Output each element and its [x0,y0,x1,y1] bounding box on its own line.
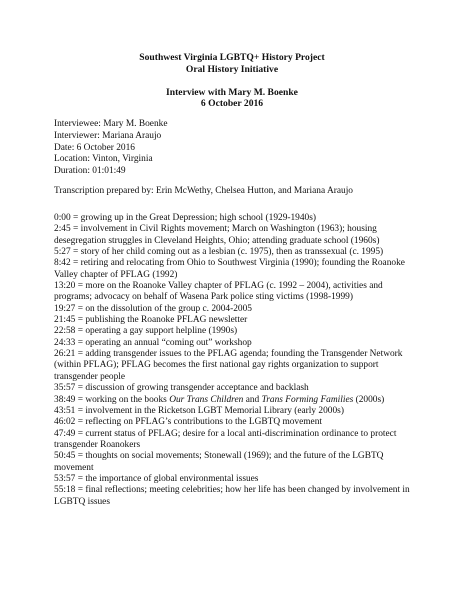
index-entry: 8:42 = retiring and relocating from Ohio to Southwest Virginia (1990); founding the Roanoke Valley chapter of PFLAG (1992) [54,258,405,280]
index-entry [54,395,414,406]
index-entry: 13:20 = more on the Roanoke Valley chapter of PFLAG (c. 1992 – 2004), activities and programs; advocacy on behalf of Wasena Park police sting victims (1998-1999) [54,281,383,303]
index-entry: 50:45 = thoughts on social movements; Stonewall (1969); and the future of the LGBTQ movement [54,451,384,473]
location-line: Location: Vinton, Virginia [54,154,153,165]
index-entry: 24:33 = operating an annual “coming out” workshop [54,337,252,348]
date-line: Date: 6 October 2016 [54,142,135,153]
interview-date: 6 October 2016 [200,98,264,109]
index-entry: 26:21 = adding transgender issues to the PFLAG agenda; founding the Transgender Network (within PFLAG); PFLAG becomes the first national gay rights organization to support transgender people [54,349,403,382]
entry-text: (2000s) [353,394,385,405]
document-header [0,52,464,110]
index-entry: 35:57 = discussion of growing transgender acceptance and backlash [54,383,309,394]
index-entry: 53:57 = the importance of global environmental issues [54,473,259,484]
index-entry: 5:27 = story of her child coming out as a lesbian (c. 1975), then as transsexual (c. 1995) [54,247,384,258]
duration-line: Duration: 01:01:49 [54,166,126,177]
index-entry: 43:51 = involvement in the Ricketson LGBT Memorial Library (early 2000s) [54,405,344,416]
index-entry: 19:27 = on the dissolution of the group c. 2004-2005 [54,303,252,314]
index-entry: 2:45 = involvement in Civil Rights movement; March on Washington (1963); housing desegregation struggles in Cleveland Heights, Ohio; attending graduate school (1960s) [54,224,380,246]
entry-text: 38:49 = working on the books [54,394,170,405]
index-entry: 46:02 = reflecting on PFLAG’s contributions to the LGBTQ movement [54,417,323,428]
timestamp-index [54,213,414,508]
index-entry: 22:58 = operating a gay support helpline (1990s) [54,326,238,337]
interview-title: Interview with Mary M. Boenke [166,86,298,98]
interviewee-line: Interviewee: Mary M. Boenke [54,119,168,129]
interview-metadata [54,119,168,178]
index-entry: 47:49 = current status of PFLAG; desire for a local anti-discrimination ordinance to protect transgender Roanokers [54,428,397,450]
project-title: Southwest Virginia LGBTQ+ History Project [139,52,325,63]
index-entry: 55:18 = final reflections; meeting celebrities; how her life has been changed by involvement in LGBTQ issues [54,485,410,507]
book-title: Trans Forming Families [261,394,354,405]
initiative-title: Oral History Initiative [185,63,279,75]
transcription-credits: Transcription prepared by: Erin McWethy, Chelsea Hutton, and Mariana Araujo [54,186,353,196]
index-entry: 21:45 = publishing the Roanoke PFLAG newsletter [54,315,248,326]
book-title: Our Trans Children [169,394,244,405]
interviewer-line: Interviewer: Mariana Araujo [54,130,162,141]
entry-text: and [243,394,262,405]
index-entry: 0:00 = growing up in the Great Depression; high school (1929-1940s) [54,213,317,223]
